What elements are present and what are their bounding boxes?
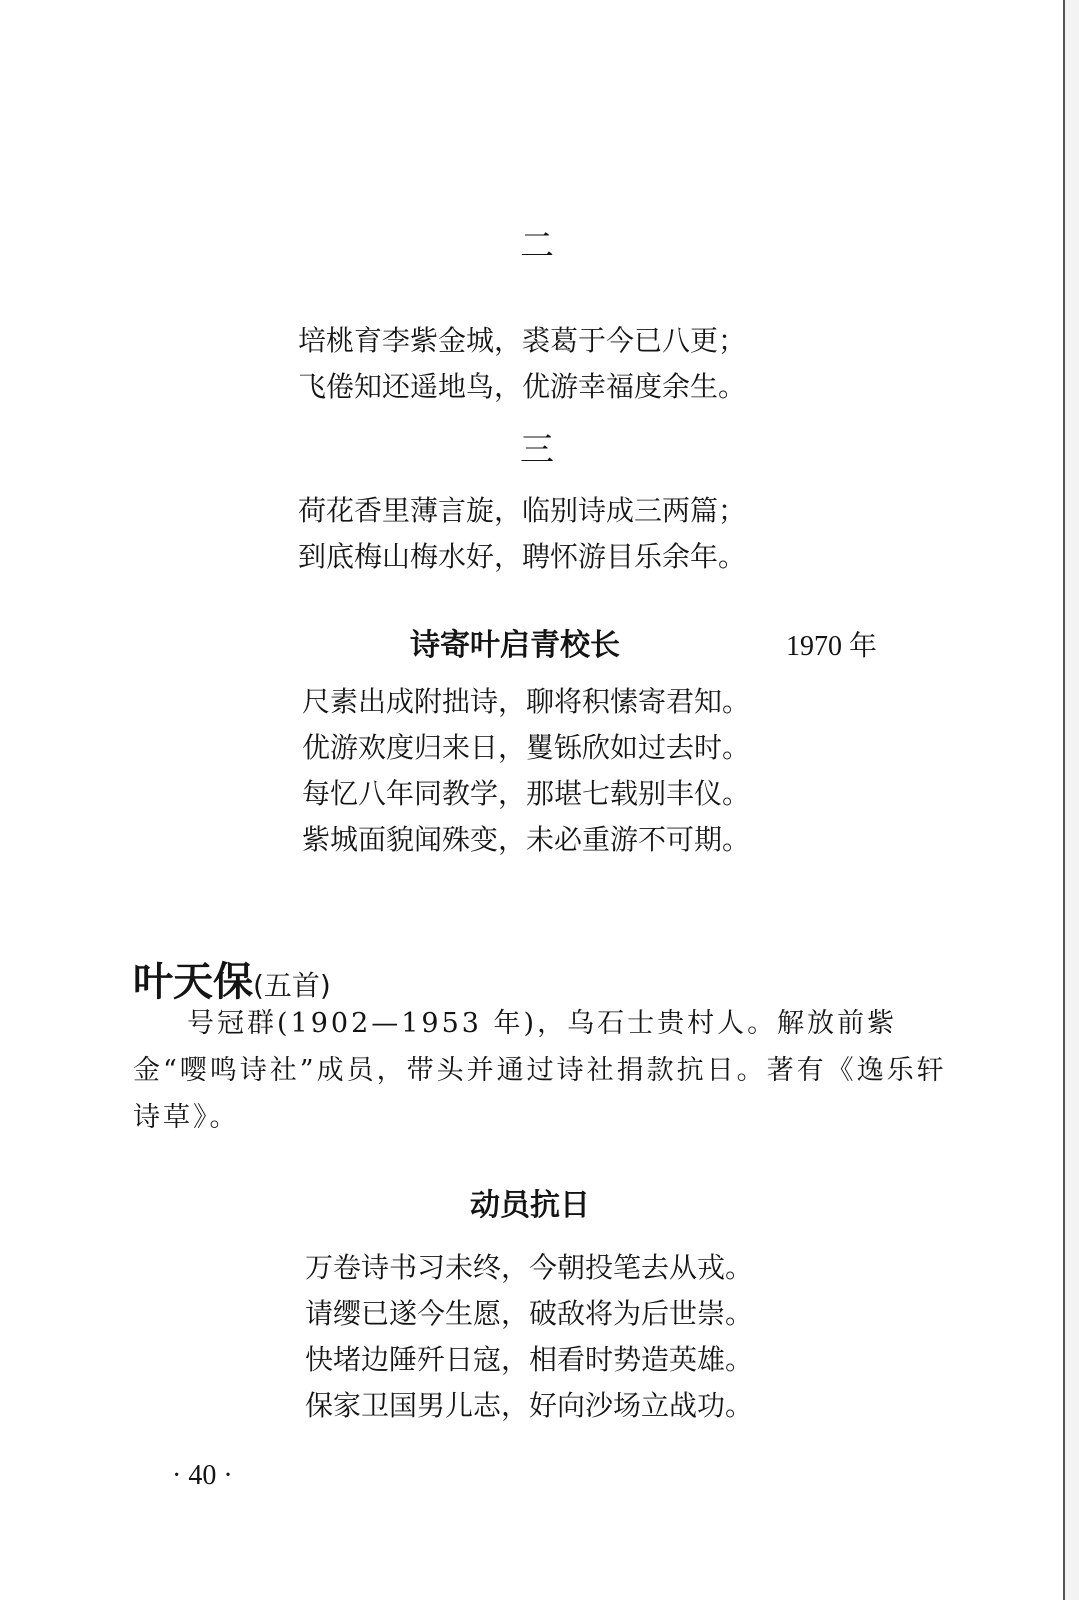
author-name: 叶天保 (133, 959, 253, 1005)
poem-section-2 (298, 318, 746, 410)
poem-line: 尺素出成附拙诗，聊将积愫寄君知。 (302, 685, 751, 718)
page-edge (1063, 0, 1079, 1600)
poem-line: 请缨已遂今生愿，破敌将为后世崇。 (305, 1297, 754, 1330)
poem-title-letter: 诗寄叶启青校长 (410, 628, 620, 663)
page-number-dot: · (172, 1460, 182, 1491)
poem-war (305, 1245, 753, 1429)
poem-letter (302, 679, 750, 863)
author-heading (133, 950, 331, 1007)
poem-line: 保家卫国男儿志，好向沙场立战功。 (305, 1389, 754, 1422)
poem-title-war: 动员抗日 (470, 1188, 590, 1223)
poem-section-3 (298, 488, 746, 580)
poem-line: 荷花香里薄言旋，临别诗成三两篇； (298, 494, 747, 527)
page-number-value: 40 (188, 1460, 217, 1491)
poem-line: 飞倦知还遥地鸟，优游幸福度余生。 (298, 370, 747, 403)
poem-line: 快堵边陲歼日寇，相看时势造英雄。 (305, 1343, 754, 1376)
poem-line: 到底梅山梅水好，聘怀游目乐余年。 (298, 540, 747, 573)
poem-line: 培桃育李紫金城，裘葛于今已八更； (298, 324, 747, 357)
page-number-dot: · (223, 1460, 233, 1491)
poem-line: 优游欢度归来日，矍铄欣如过去时。 (302, 731, 751, 764)
poem-line: 紫城面貌闻殊变，未必重游不可期。 (302, 823, 751, 856)
author-poem-count: (五首) (253, 969, 331, 1002)
section-number-3: 三 (520, 430, 554, 470)
poem-line: 每忆八年同教学，那堪七载别丰仪。 (302, 777, 751, 810)
section-number-2: 二 (520, 226, 554, 266)
poem-line: 万卷诗书习未终，今朝投笔去从戎。 (305, 1251, 754, 1284)
author-bio: 号冠群(1902—1953 年)，乌石士贵村人。解放前紫金“嘤鸣诗社”成员，带头并通过诗社捐款抗日。著有《逸乐轩诗草》。 (133, 1008, 947, 1133)
page-number (172, 1460, 233, 1492)
poem-year: 1970 年 (786, 631, 878, 662)
